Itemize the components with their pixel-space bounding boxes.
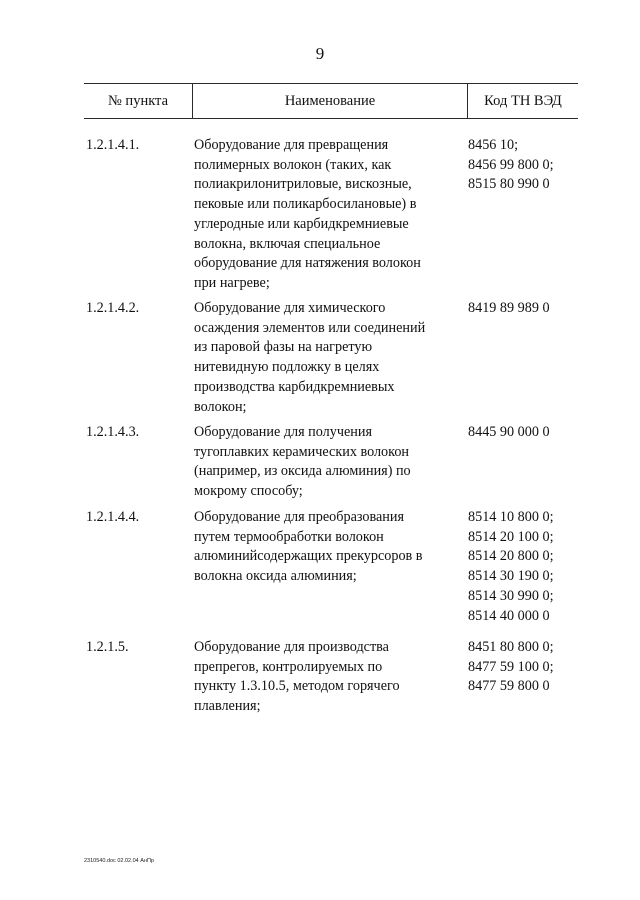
item-name [194, 136, 466, 294]
item-name-line: волокон; [194, 398, 247, 415]
item-code: 8514 20 800 0; [468, 548, 554, 565]
item-name-line: препрегов, контролируемых по [194, 658, 383, 675]
item-name-line: путем термообработки волокон [194, 528, 384, 545]
header-code: Код ТН ВЭД [484, 93, 562, 109]
header-name: Наименование [284, 93, 376, 109]
item-name-line: из паровой фазы на нагретую [194, 339, 373, 356]
item-name-line: Оборудование для преобразования [194, 509, 405, 525]
item-name-line: Оборудование для превращения [194, 137, 389, 153]
item-code: 8477 59 800 0 [468, 678, 550, 695]
item-codes [468, 299, 578, 319]
item-code: 8514 30 190 0; [468, 568, 554, 585]
item-name-line: полиакрилонитриловые, вискозные, [194, 176, 412, 193]
item-number: 1.2.1.4.2. [86, 300, 140, 316]
item-name-line: Оборудование для химического [194, 300, 386, 316]
table-row [0, 136, 640, 299]
item-code: 8451 80 800 0; [468, 639, 554, 655]
item-code: 8514 10 800 0; [468, 509, 554, 525]
item-name-line: пункту 1.3.10.5, методом горячего [194, 678, 400, 695]
item-name [194, 299, 466, 417]
table-row [0, 638, 640, 738]
table-row [0, 508, 640, 638]
table-header [84, 83, 578, 119]
item-name-line: нитевидную подложку в целях [194, 359, 380, 376]
item-name-line: Оборудование для производства [194, 639, 389, 655]
item-name-line: волокна оксида алюминия; [194, 568, 357, 585]
item-code: 8419 89 989 0 [468, 300, 550, 316]
item-codes [468, 136, 578, 195]
table-row [0, 299, 640, 423]
item-name [194, 423, 466, 502]
item-name-line: оборудование для натяжения волокон [194, 255, 421, 272]
item-name-line: осаждения элементов или соединений [194, 319, 426, 336]
item-name-line: (например, из оксида алюминия) по [194, 463, 411, 480]
item-code: 8514 40 000 0 [468, 607, 550, 624]
item-codes [468, 423, 578, 443]
item-code: 8514 20 100 0; [468, 528, 554, 545]
item-name-line: производства карбидкремниевых [194, 378, 395, 395]
header-item-number: № пункта [107, 93, 169, 109]
item-name-line: Оборудование для получения [194, 424, 373, 440]
item-code: 8456 99 800 0; [468, 156, 554, 173]
item-name [194, 508, 466, 587]
item-name-line: углеродные или карбидкремниевые [194, 215, 409, 232]
item-code: 8514 30 990 0; [468, 587, 554, 604]
document-footer: 2310540.doc 02.02.04 АнПр [84, 858, 154, 864]
item-name-line: тугоплавких керамических волокон [194, 443, 410, 460]
item-codes [468, 638, 578, 697]
page-number: 9 [315, 44, 325, 63]
item-code: 8456 10; [468, 137, 519, 153]
item-number: 1.2.1.4.3. [86, 424, 140, 440]
item-name-line: плавления; [194, 698, 261, 715]
item-name-line: волокна, включая специальное [194, 235, 381, 252]
item-name-line: мокрому способу; [194, 483, 303, 500]
item-number: 1.2.1.4.1. [86, 137, 140, 153]
item-number: 1.2.1.4.4. [86, 509, 140, 525]
table-row [0, 423, 640, 508]
item-name-line: алюминийсодержащих прекурсоров в [194, 548, 423, 565]
item-name [194, 638, 466, 717]
item-name-line: полимерных волокон (таких, как [194, 156, 392, 173]
table-body [0, 136, 640, 738]
item-number: 1.2.1.5. [86, 639, 129, 655]
item-codes [468, 508, 578, 626]
item-code: 8445 90 000 0 [468, 424, 550, 440]
item-name-line: пековые или поликарбосилановые) в [194, 196, 417, 213]
item-code: 8477 59 100 0; [468, 658, 554, 675]
item-name-line: при нагреве; [194, 274, 270, 291]
item-code: 8515 80 990 0 [468, 176, 550, 193]
